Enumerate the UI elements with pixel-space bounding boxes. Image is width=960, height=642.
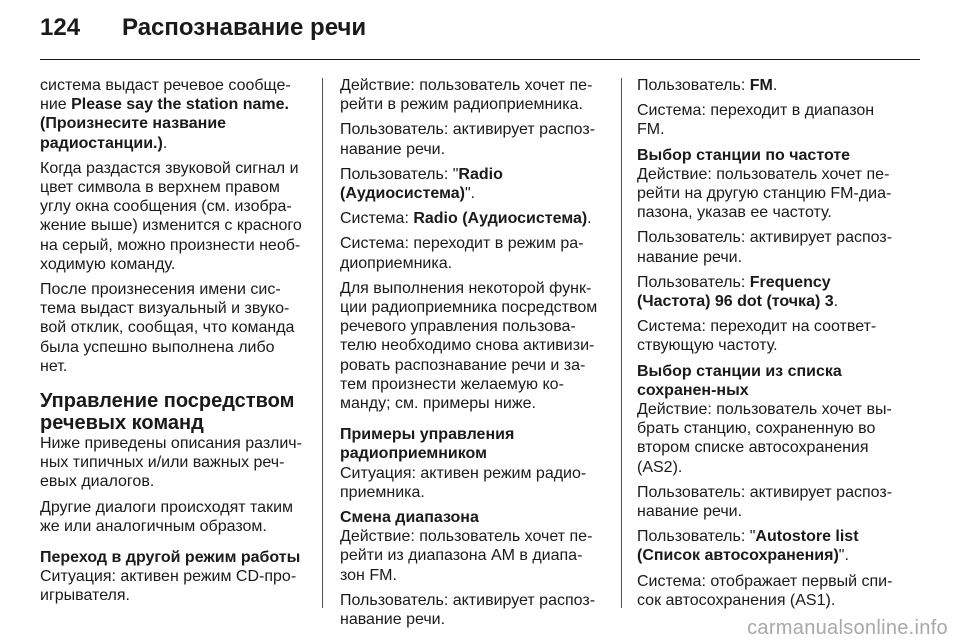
subheading: Переход в другой режим работы bbox=[40, 549, 301, 567]
paragraph bbox=[637, 76, 903, 95]
text: система выдаст речевое сообще-ние bbox=[40, 77, 291, 114]
paragraph: Пользователь: активирует распоз-навание речи. bbox=[637, 229, 893, 266]
text: ". bbox=[464, 185, 476, 203]
command-text: Radio (Аудиосистема) bbox=[340, 165, 503, 203]
command-text: Radio (Аудиосистема) bbox=[413, 210, 588, 228]
prompt-text: Please say the station name. bbox=[71, 96, 289, 114]
text: . bbox=[587, 210, 592, 228]
minor-heading: Выбор станции по частоте bbox=[637, 146, 851, 164]
page-title: Распознавание речи bbox=[122, 14, 367, 41]
column-3 bbox=[637, 76, 903, 616]
paragraph: Система: отображает первый спи-сок автосохранения (AS1). bbox=[637, 572, 893, 609]
paragraph: Действие: пользователь хочет пе-рейти на другую станцию FM-диа-пазона, указав ее частоту. bbox=[637, 165, 892, 222]
paragraph bbox=[637, 527, 903, 565]
text: Пользователь: bbox=[637, 77, 750, 94]
paragraph: Действие: пользователь хочет пе-рейти в режим радиоприемника. bbox=[340, 77, 593, 114]
paragraph bbox=[637, 273, 903, 311]
text: Пользователь: bbox=[637, 273, 750, 291]
watermark: carmanualsonline.info bbox=[747, 617, 948, 639]
paragraph: Другие диалоги происходят таким же или аналогичным образом. bbox=[40, 498, 293, 535]
text: Система: bbox=[340, 210, 414, 228]
text: . bbox=[162, 134, 168, 152]
paragraph: Ниже приведены описания различ-ных типичных и/или важных реч-евых диалогов. bbox=[40, 435, 302, 491]
column-2 bbox=[340, 76, 606, 635]
column-divider bbox=[322, 78, 323, 608]
paragraph: Ситуация: активен режим CD-про-игрывателя. bbox=[40, 568, 297, 605]
paragraph: Для выполнения некоторой функ-ции радиоприемника посредством речевого управления пользова-телю необходимо снова активизи-ровать распознавание речи и за-тем произнести желаемую ко-манду; см. примеры ниже. bbox=[340, 279, 598, 413]
paragraph: Когда раздастся звуковой сигнал и цвет символа в верхнем правом углу окна сообщения (см. изобра-жение выше) изменится с красного на серый, можно произнести необ-ходимую команду. bbox=[40, 159, 302, 273]
page-header bbox=[40, 14, 366, 54]
column-divider bbox=[621, 78, 622, 608]
text: Пользователь: " bbox=[637, 528, 756, 546]
paragraph: Действие: пользователь хочет пе-рейти из диапазона AM в диапа-зон FM. bbox=[340, 528, 593, 584]
command-text: Autostore list (Список автосохранения) bbox=[637, 528, 859, 565]
subheading: Примеры управления радиоприемником bbox=[340, 426, 515, 463]
paragraph bbox=[340, 209, 606, 228]
command-text: Frequency (Частота) 96 dot (точка) 3 bbox=[637, 273, 834, 311]
minor-heading: Выбор станции из списка сохранен-ных bbox=[637, 362, 842, 399]
command-text: FM bbox=[749, 77, 773, 94]
paragraph: После произнесения имени сис-тема выдаст визуальный и звуко-вой отклик, сообщая, что команда была успешно выполнена либо нет. bbox=[40, 281, 295, 375]
text: ". bbox=[838, 547, 849, 565]
paragraph: Пользователь: активирует распоз-навание речи. bbox=[637, 483, 893, 521]
paragraph bbox=[340, 165, 606, 203]
page-number: 124 bbox=[40, 14, 81, 41]
text: . bbox=[833, 293, 839, 311]
section-heading: Управление посредством речевых команд bbox=[40, 390, 295, 435]
text: . bbox=[772, 77, 778, 94]
minor-heading: Смена диапазона bbox=[340, 509, 479, 527]
paragraph: Действие: пользователь хочет вы-брать станцию, сохраненную во втором списке автосохранения (AS2). bbox=[637, 401, 892, 476]
prompt-translation: (Произнесите название радиостанции.) bbox=[40, 115, 227, 152]
paragraph: Система: переходит на соответ-ствующую частоту. bbox=[637, 318, 877, 355]
column-1 bbox=[40, 76, 306, 612]
paragraph: Пользователь: активирует распоз-навание речи. bbox=[340, 121, 596, 158]
paragraph: Система: переходит в диапазон FM. bbox=[637, 102, 875, 139]
paragraph bbox=[40, 76, 306, 153]
text: Пользователь: " bbox=[340, 165, 459, 183]
paragraph: Система: переходит в режим ра-диоприемника. bbox=[340, 235, 584, 272]
header-rule bbox=[40, 59, 920, 60]
paragraph: Пользователь: активирует распоз-навание речи. bbox=[340, 591, 596, 629]
paragraph: Ситуация: активен режим радио-приемника. bbox=[340, 464, 587, 501]
